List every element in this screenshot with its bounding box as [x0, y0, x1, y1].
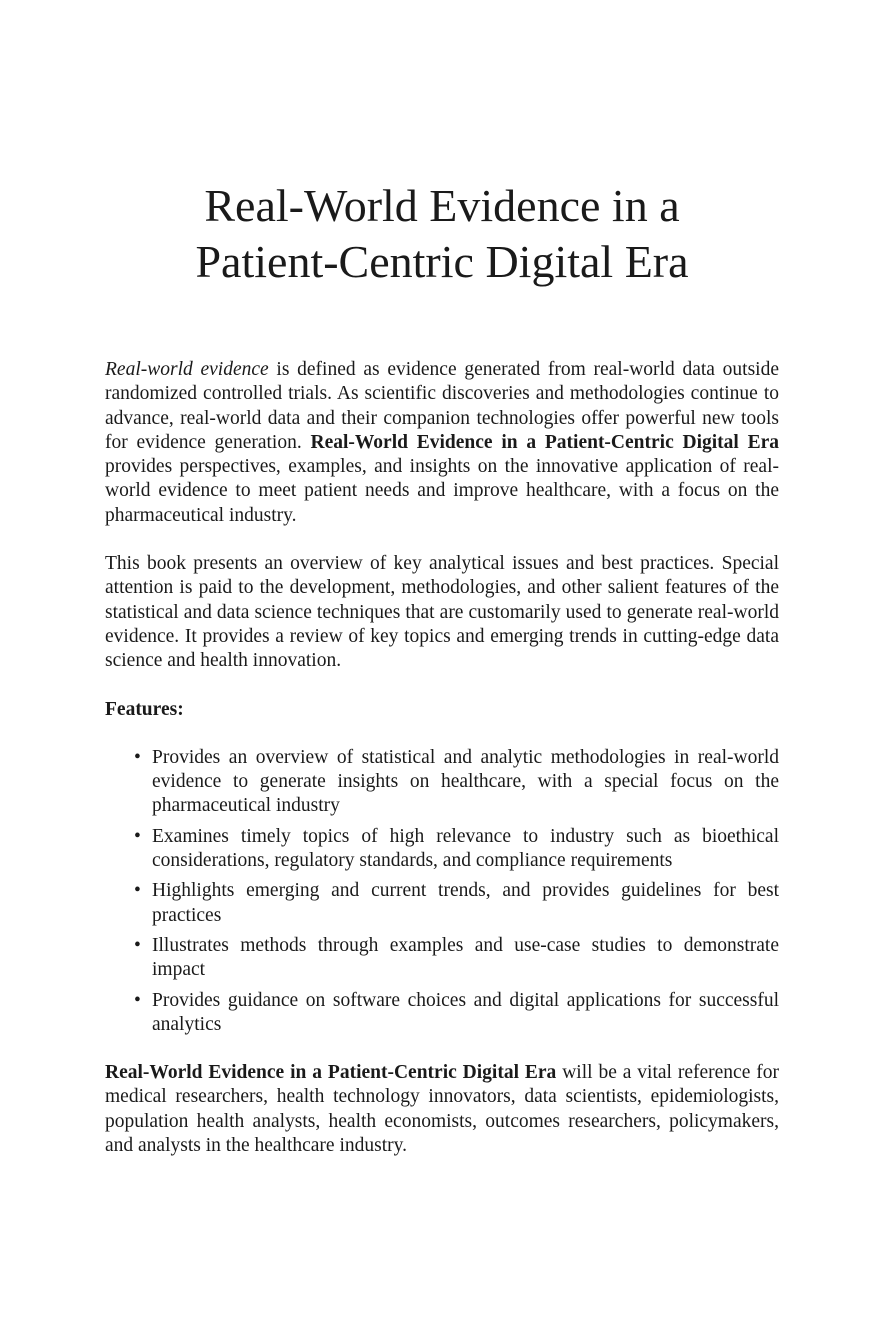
list-item: [134, 879, 779, 928]
intro-text-2: provides perspectives, examples, and insights on the innovative application of real-world evidence to meet patient needs and improve healthcare, with a focus on the pharmaceutical industry.: [105, 456, 779, 526]
page-title: [60, 178, 824, 290]
title-line-2: Patient-Centric Digital Era: [195, 236, 689, 287]
bullet-icon: •: [134, 989, 141, 1011]
overview-paragraph: This book presents an overview of key analytical issues and best practices. Special attention is paid to the development, methodologies, and other salient features of the statistical and data science techniques that are customarily used to generate real-world evidence. It provides a review of key topics and emerging trends in cutting-edge data science and health innovation.: [105, 553, 779, 672]
feature-text: Illustrates methods through examples and use-case studies to demonstrate impact: [152, 934, 779, 981]
intro-term: Real-world evidence: [105, 359, 269, 380]
features-heading: Features:: [105, 698, 184, 720]
intro-text-1: is defined as evidence generated from real-world data outside randomized controlled trials. As scientific discoveries and methodologies continue to advance, real-world data and their companion technologies offer powerful new tools for evidence generation.: [105, 359, 779, 453]
list-item: [134, 825, 779, 874]
feature-text: Provides an overview of statistical and analytic methodologies in real-world evidence to generate insights on healthcare, with a special focus on the pharmaceutical industry: [152, 746, 779, 817]
closing-paragraph: [105, 1061, 779, 1158]
closing-book-title: Real-World Evidence in a Patient-Centric Digital Era: [105, 1062, 557, 1084]
intro-book-title: Real-World Evidence in a Patient-Centric Digital Era: [310, 431, 779, 453]
bullet-icon: •: [134, 825, 141, 847]
intro-paragraph: [105, 358, 779, 528]
list-item: [134, 989, 779, 1038]
bullet-icon: •: [134, 880, 141, 902]
feature-text: Examines timely topics of high relevance to industry such as bioethical considerations, regulatory standards, and compliance requirements: [152, 825, 779, 872]
closing-text: will be a vital reference for medical researchers, health technology innovators, data scientists, epidemiologists, population health analysts, health economists, outcomes researchers, policymakers, and analysts in the healthcare industry.: [105, 1062, 779, 1157]
bullet-icon: •: [134, 746, 141, 768]
body-text: [105, 358, 779, 1182]
feature-text: Highlights emerging and current trends, and provides guidelines for best practices: [152, 880, 779, 926]
features-list: [105, 746, 779, 1037]
title-line-1: Real-World Evidence in a: [204, 180, 680, 231]
bullet-icon: •: [134, 934, 141, 956]
list-item: [134, 934, 779, 983]
feature-text: Provides guidance on software choices and digital applications for successful analytics: [152, 989, 779, 1035]
list-item: [134, 746, 779, 819]
